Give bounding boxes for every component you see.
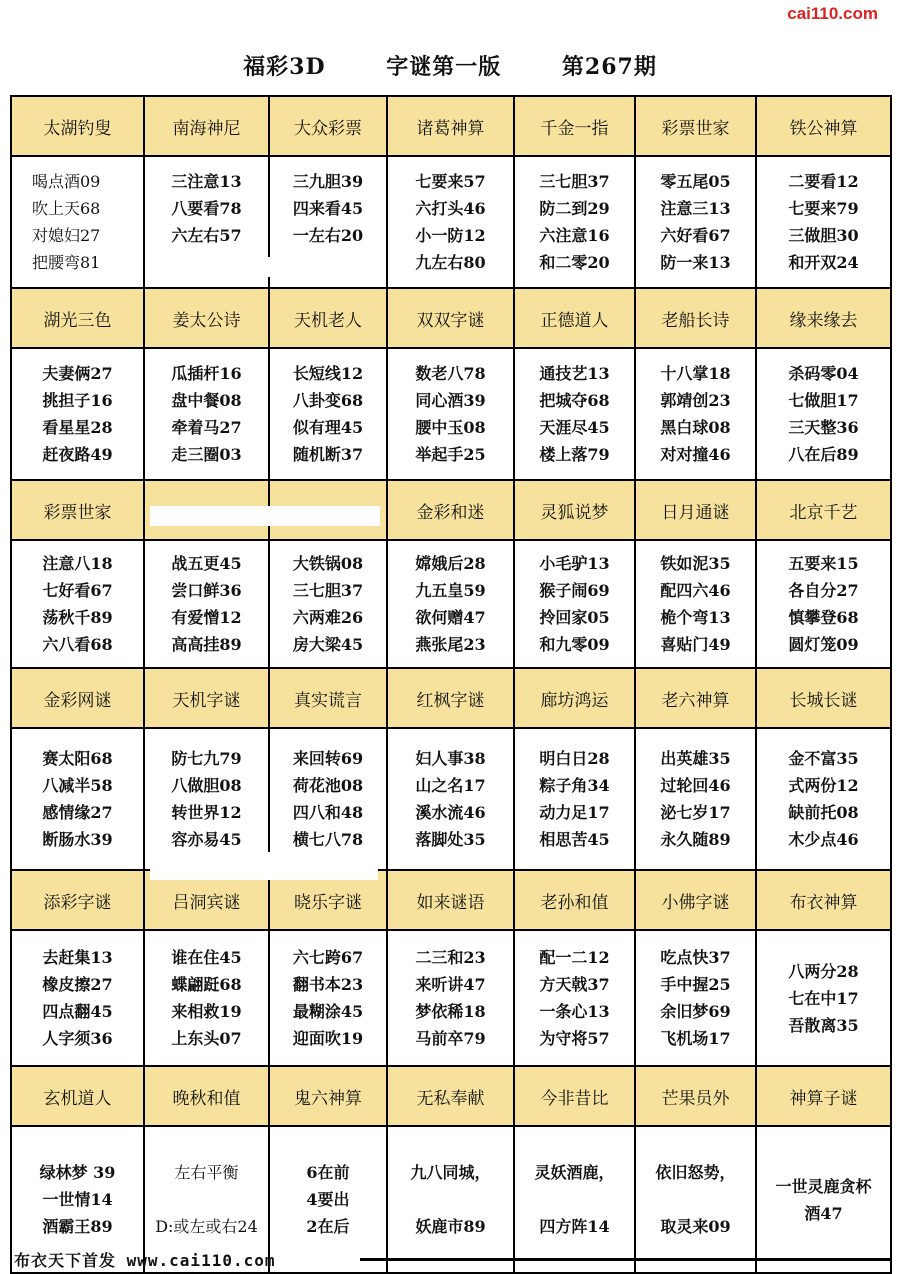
puzzle-line: 桅个弯13 xyxy=(660,608,731,627)
issue-number: 第267期 xyxy=(561,54,657,80)
puzzle-line: 把城夺68 xyxy=(539,391,610,410)
puzzle-line: 把腰弯81 xyxy=(32,253,101,272)
puzzle-line: 相思苦45 xyxy=(539,830,610,849)
puzzle-line: 配一二12 xyxy=(539,948,610,967)
column-header: 今非昔比 xyxy=(514,1066,635,1126)
puzzle-cell xyxy=(635,728,756,870)
puzzle-line: 一世灵鹿贪杯 xyxy=(775,1176,872,1196)
puzzle-line: 横七八78 xyxy=(292,830,364,849)
puzzle-line: 八两分28 xyxy=(788,961,859,981)
column-header: 晚秋和值 xyxy=(144,1066,269,1126)
puzzle-line: 和九零09 xyxy=(539,635,610,654)
puzzle-cell xyxy=(11,348,144,480)
column-header: 铁公神算 xyxy=(756,96,891,156)
puzzle-row xyxy=(11,156,891,288)
puzzle-line: 防一来13 xyxy=(660,253,731,272)
puzzle-line: 小一防12 xyxy=(415,226,486,245)
puzzle-line: 粽子角34 xyxy=(539,776,610,795)
puzzle-line: 七在中17 xyxy=(788,988,859,1008)
puzzle-line: 和二零20 xyxy=(539,253,610,272)
puzzle-line: 七要来57 xyxy=(415,172,486,191)
puzzle-line: 谁在住45 xyxy=(171,948,242,967)
puzzle-cell xyxy=(144,930,269,1066)
puzzle-line: 腰中玉08 xyxy=(415,418,486,437)
column-header: 玄机道人 xyxy=(11,1066,144,1126)
puzzle-line: 三天整36 xyxy=(788,418,859,437)
column-header: 老船长诗 xyxy=(635,288,756,348)
puzzle-row xyxy=(11,540,891,668)
puzzle-line: 吹上天68 xyxy=(32,199,101,218)
puzzle-line: 配四六46 xyxy=(660,581,731,600)
puzzle-line: 吃点快37 xyxy=(660,948,731,967)
puzzle-line: 灵妖酒鹿， xyxy=(534,1163,615,1182)
puzzle-line: 绿林梦 39 xyxy=(39,1163,116,1182)
column-header: 姜太公诗 xyxy=(144,288,269,348)
puzzle-line: 永久随89 xyxy=(660,830,731,849)
puzzle-line: 七做胆17 xyxy=(788,391,859,410)
puzzle-line: 依旧怒势， xyxy=(655,1163,736,1182)
column-header: 南海神尼 xyxy=(144,96,269,156)
puzzle-line: 注意三13 xyxy=(660,199,731,218)
puzzle-cell xyxy=(635,1126,756,1273)
puzzle-line: 动力足17 xyxy=(539,803,610,822)
column-header: 老孙和值 xyxy=(514,870,635,930)
column-header: 如来谜语 xyxy=(387,870,514,930)
column-header: 大众彩票 xyxy=(269,96,387,156)
puzzle-cell xyxy=(635,348,756,480)
puzzle-line: 房大梁45 xyxy=(292,635,364,654)
puzzle-line: 防二到29 xyxy=(539,199,610,218)
puzzle-line: D:或左或右24 xyxy=(155,1217,258,1236)
puzzle-line: 注意八18 xyxy=(42,554,113,573)
column-header: 吕洞宾谜 xyxy=(144,870,269,930)
puzzle-line: 各自分27 xyxy=(788,581,859,600)
puzzle-line: 举起手25 xyxy=(415,445,486,464)
puzzle-line: 通技艺13 xyxy=(539,364,610,383)
puzzle-line: 数老八78 xyxy=(415,364,486,383)
puzzle-line: 缺前托08 xyxy=(788,803,859,822)
header-row xyxy=(11,1066,891,1126)
puzzle-line: 嫦娥后28 xyxy=(415,554,486,573)
column-header: 金彩网谜 xyxy=(11,668,144,728)
puzzle-line: 盘中餐08 xyxy=(171,391,242,410)
header-row xyxy=(11,288,891,348)
puzzle-line: 人字须36 xyxy=(42,1029,113,1048)
puzzle-cell xyxy=(756,348,891,480)
puzzle-line: 六注意16 xyxy=(539,226,610,245)
puzzle-line: 三注意13 xyxy=(171,172,242,191)
puzzle-line: 天涯尽45 xyxy=(539,418,610,437)
puzzle-line: 瓜插杆16 xyxy=(171,364,242,383)
puzzle-line: 来听讲47 xyxy=(415,975,486,994)
puzzle-line: 九五皇59 xyxy=(415,581,486,600)
column-header: 天机字谜 xyxy=(144,668,269,728)
puzzle-cell xyxy=(387,540,514,668)
lottery-name: 福彩3D xyxy=(243,54,326,80)
header-row xyxy=(11,668,891,728)
puzzle-cell xyxy=(635,930,756,1066)
puzzle-line: 九八同城， xyxy=(410,1163,491,1182)
puzzle-cell xyxy=(144,540,269,668)
puzzle-line: 一世情14 xyxy=(42,1190,113,1209)
puzzle-line: 山之名17 xyxy=(415,776,486,795)
puzzle-row xyxy=(11,348,891,480)
column-header: 晓乐字谜 xyxy=(269,870,387,930)
puzzle-line: 赛太阳68 xyxy=(42,749,113,768)
puzzle-line: 一条心13 xyxy=(539,1002,610,1021)
puzzle-cell xyxy=(144,728,269,870)
column-header: 千金一指 xyxy=(514,96,635,156)
puzzle-line: 最糊涂45 xyxy=(292,1002,364,1021)
puzzle-line: 铁如泥35 xyxy=(660,554,731,573)
puzzle-cell xyxy=(387,156,514,288)
puzzle-line: 有爱憎12 xyxy=(171,608,242,627)
puzzle-line: 三九胆39 xyxy=(292,172,364,191)
puzzle-line: 过轮回46 xyxy=(660,776,731,795)
puzzle-cell xyxy=(514,540,635,668)
puzzle-line: 喝点酒09 xyxy=(32,172,101,191)
puzzle-line: 看星星28 xyxy=(42,418,113,437)
puzzle-line: 大铁锅08 xyxy=(292,554,364,573)
puzzle-line: 猴子闹69 xyxy=(539,581,610,600)
puzzle-line: 妇人事38 xyxy=(415,749,486,768)
puzzle-line: 式两份12 xyxy=(788,776,859,795)
puzzle-cell xyxy=(387,728,514,870)
puzzle-line: 夫妻俩27 xyxy=(42,364,113,383)
site-logo[interactable]: cai110.com xyxy=(787,4,878,23)
puzzle-line: 欲何赠47 xyxy=(415,608,486,627)
puzzle-line: 二要看12 xyxy=(788,172,859,191)
puzzle-line: 高高挂89 xyxy=(171,635,242,654)
puzzle-cell xyxy=(756,930,891,1066)
puzzle-line: 挑担子16 xyxy=(42,391,113,410)
puzzle-line: 一左右20 xyxy=(292,226,364,245)
puzzle-line: 蝶翩跹68 xyxy=(171,975,242,994)
puzzle-line: 随机断37 xyxy=(292,445,364,464)
puzzle-line: 酒霸王89 xyxy=(42,1217,113,1236)
puzzle-line: 上东头07 xyxy=(171,1029,242,1048)
puzzle-line: 四八和48 xyxy=(292,803,364,822)
puzzle-line: 杀码零04 xyxy=(788,364,859,383)
puzzle-line: 三做胆30 xyxy=(788,226,859,245)
column-header: 日月通谜 xyxy=(635,480,756,540)
puzzle-line: 八做胆08 xyxy=(171,776,242,795)
column-header: 诸葛神算 xyxy=(387,96,514,156)
puzzle-line: 溪水流46 xyxy=(415,803,486,822)
column-header: 老六神算 xyxy=(635,668,756,728)
footer-text: 布衣天下首发 www.cai110.com xyxy=(14,1251,276,1270)
page-title xyxy=(0,50,900,81)
puzzle-line: 妖鹿市89 xyxy=(415,1217,486,1236)
puzzle-line: 四点翻45 xyxy=(42,1002,113,1021)
puzzle-line: 荡秋千89 xyxy=(42,608,113,627)
puzzle-line xyxy=(636,1186,755,1213)
column-header: 鬼六神算 xyxy=(269,1066,387,1126)
puzzle-line xyxy=(388,1186,513,1213)
puzzle-line: 酒47 xyxy=(804,1203,843,1223)
puzzle-line: 九左右80 xyxy=(415,253,486,272)
puzzle-line: 牵着马27 xyxy=(171,418,242,437)
column-header: 正德道人 xyxy=(514,288,635,348)
puzzle-line: 木少点46 xyxy=(788,830,859,849)
column-header: 北京千艺 xyxy=(756,480,891,540)
puzzle-line: 翻书本23 xyxy=(292,975,364,994)
puzzle-cell xyxy=(635,540,756,668)
puzzle-line: 同心酒39 xyxy=(415,391,486,410)
column-header: 添彩字谜 xyxy=(11,870,144,930)
puzzle-line: 小毛驴13 xyxy=(539,554,610,573)
puzzle-line: 容亦易45 xyxy=(171,830,242,849)
column-header: 太湖钓叟 xyxy=(11,96,144,156)
puzzle-line: 走三圈03 xyxy=(171,445,242,464)
puzzle-line: 吾散离35 xyxy=(788,1015,859,1035)
puzzle-line: 四方阵14 xyxy=(539,1217,610,1236)
puzzle-cell xyxy=(269,540,387,668)
puzzle-cell xyxy=(756,540,891,668)
puzzle-line: 明白日28 xyxy=(539,749,610,768)
puzzle-line: 对媳妇27 xyxy=(32,226,101,245)
column-header: 金彩和迷 xyxy=(387,480,514,540)
puzzle-line: 拎回家05 xyxy=(539,608,610,627)
puzzle-line xyxy=(145,1186,268,1213)
column-header: 长城长谜 xyxy=(756,668,891,728)
puzzle-line: 4要出 xyxy=(306,1190,350,1209)
puzzle-line: 取灵来09 xyxy=(660,1217,731,1236)
column-header: 天机老人 xyxy=(269,288,387,348)
column-header: 缘来缘去 xyxy=(756,288,891,348)
puzzle-table xyxy=(10,95,892,1274)
puzzle-line: 对对撞46 xyxy=(660,445,731,464)
puzzle-line: 防七九79 xyxy=(171,749,242,768)
puzzle-line: 战五更45 xyxy=(171,554,242,573)
puzzle-line: 感情缘27 xyxy=(42,803,113,822)
puzzle-cell xyxy=(11,156,144,288)
puzzle-cell xyxy=(387,930,514,1066)
puzzle-line: 来相救19 xyxy=(171,1002,242,1021)
puzzle-cell xyxy=(514,348,635,480)
column-header: 芒果员外 xyxy=(635,1066,756,1126)
header-row xyxy=(11,870,891,930)
puzzle-line: 余旧梦69 xyxy=(660,1002,731,1021)
puzzle-cell xyxy=(387,1126,514,1273)
column-header: 双双字谜 xyxy=(387,288,514,348)
puzzle-line: 赶夜路49 xyxy=(42,445,113,464)
puzzle-cell xyxy=(514,1126,635,1273)
puzzle-line: 三七胆37 xyxy=(539,172,610,191)
puzzle-line: 六左右57 xyxy=(171,226,242,245)
puzzle-line: 郭靖创23 xyxy=(660,391,731,410)
scan-smudge xyxy=(150,852,378,880)
puzzle-line: 和开双24 xyxy=(788,253,859,272)
column-header: 湖光三色 xyxy=(11,288,144,348)
column-header: 真实谎言 xyxy=(269,668,387,728)
puzzle-cell xyxy=(635,156,756,288)
puzzle-line: 为守将57 xyxy=(539,1029,610,1048)
puzzle-line: 落脚处35 xyxy=(415,830,486,849)
puzzle-cell xyxy=(144,348,269,480)
puzzle-line: 燕张尾23 xyxy=(415,635,486,654)
puzzle-edition: 字谜第一版 xyxy=(386,54,502,80)
puzzle-line: 左右平衡 xyxy=(174,1163,239,1182)
puzzle-line: 圆灯笼09 xyxy=(788,635,859,654)
puzzle-line: 六七跨67 xyxy=(292,948,364,967)
puzzle-line: 手中握25 xyxy=(660,975,731,994)
column-header: 灵狐说梦 xyxy=(514,480,635,540)
puzzle-line: 马前卒79 xyxy=(415,1029,486,1048)
puzzle-cell xyxy=(11,930,144,1066)
puzzle-cell xyxy=(514,156,635,288)
puzzle-line: 六八看68 xyxy=(42,635,113,654)
scan-smudge xyxy=(148,257,378,277)
puzzle-line: 七好看67 xyxy=(42,581,113,600)
puzzle-line: 七要来79 xyxy=(788,199,859,218)
puzzle-line: 六两难26 xyxy=(292,608,364,627)
puzzle-cell xyxy=(756,156,891,288)
puzzle-line: 慎攀登68 xyxy=(788,608,859,627)
column-header: 廊坊鸿运 xyxy=(514,668,635,728)
puzzle-line: 八在后89 xyxy=(788,445,859,464)
puzzle-line: 二三和23 xyxy=(415,948,486,967)
puzzle-line: 六好看67 xyxy=(660,226,731,245)
puzzle-line: 黑白球08 xyxy=(660,418,731,437)
puzzle-cell xyxy=(756,1126,891,1273)
puzzle-line: 八卦变68 xyxy=(292,391,364,410)
puzzle-line: 迎面吹19 xyxy=(292,1029,364,1048)
puzzle-line: 去赶集13 xyxy=(42,948,113,967)
puzzle-line: 6在前 xyxy=(306,1163,350,1182)
puzzle-line: 2在后 xyxy=(306,1217,350,1236)
puzzle-cell xyxy=(514,728,635,870)
puzzle-line: 橡皮擦27 xyxy=(42,975,113,994)
puzzle-line: 三七胆37 xyxy=(292,581,364,600)
column-header: 神算子谜 xyxy=(756,1066,891,1126)
column-header: 小佛字谜 xyxy=(635,870,756,930)
column-header: 彩票世家 xyxy=(635,96,756,156)
puzzle-cell xyxy=(269,348,387,480)
puzzle-line: 四来看45 xyxy=(292,199,364,218)
puzzle-cell xyxy=(269,1126,387,1273)
puzzle-cell xyxy=(756,728,891,870)
puzzle-line: 梦依稀18 xyxy=(415,1002,486,1021)
puzzle-cell xyxy=(269,728,387,870)
puzzle-line: 来回转69 xyxy=(292,749,364,768)
puzzle-line: 金不富35 xyxy=(788,749,859,768)
puzzle-line: 五要来15 xyxy=(788,554,859,573)
scan-smudge xyxy=(150,506,380,526)
puzzle-row xyxy=(11,930,891,1066)
puzzle-cell xyxy=(11,728,144,870)
column-header: 布衣神算 xyxy=(756,870,891,930)
puzzle-line: 六打头46 xyxy=(415,199,486,218)
puzzle-line: 断肠水39 xyxy=(42,830,113,849)
puzzle-line: 飞机场17 xyxy=(660,1029,731,1048)
puzzle-line: 方天戟37 xyxy=(539,975,610,994)
header-row xyxy=(11,480,891,540)
puzzle-cell xyxy=(269,930,387,1066)
puzzle-line: 楼上落79 xyxy=(539,445,610,464)
puzzle-line: 荷花池08 xyxy=(292,776,364,795)
puzzle-cell xyxy=(11,540,144,668)
column-header: 彩票世家 xyxy=(11,480,144,540)
puzzle-line: 八要看78 xyxy=(171,199,242,218)
column-header: 无私奉献 xyxy=(387,1066,514,1126)
puzzle-line: 十八掌18 xyxy=(660,364,731,383)
puzzle-line: 出英雄35 xyxy=(660,749,731,768)
puzzle-line: 八减半58 xyxy=(42,776,113,795)
puzzle-line: 泌七岁17 xyxy=(660,803,731,822)
puzzle-cell xyxy=(387,348,514,480)
puzzle-line: 转世界12 xyxy=(171,803,242,822)
puzzle-line xyxy=(515,1186,634,1213)
puzzle-cell xyxy=(514,930,635,1066)
puzzle-line: 尝口鲜36 xyxy=(171,581,242,600)
header-row xyxy=(11,96,891,156)
column-header: 红枫字谜 xyxy=(387,668,514,728)
puzzle-row xyxy=(11,728,891,870)
puzzle-line: 零五尾05 xyxy=(660,172,731,191)
footer-rule xyxy=(360,1258,890,1261)
puzzle-line: 长短线12 xyxy=(292,364,364,383)
puzzle-line: 喜贴门49 xyxy=(660,635,731,654)
puzzle-line: 似有理45 xyxy=(292,418,364,437)
